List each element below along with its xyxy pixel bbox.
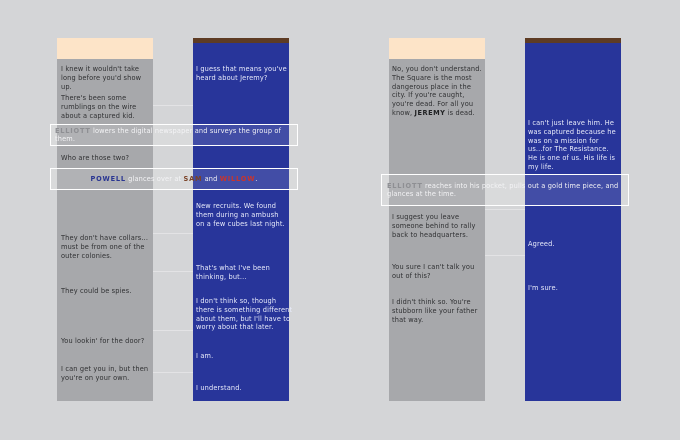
stage-direction-box xyxy=(50,168,298,190)
dialogue-line: Who are those two? xyxy=(61,154,130,162)
dialogue-line: There's been some rumblings on the wire about a captured kid. xyxy=(61,94,137,120)
dialogue-line: I understand. xyxy=(196,384,242,392)
dialogue-line: You lookin' for the door? xyxy=(61,337,145,345)
connector-line xyxy=(153,105,193,106)
dialogue-line: I'm sure. xyxy=(528,284,558,292)
dialogue-line xyxy=(392,65,484,118)
stage-direction-text: lowers the digital newspaper and surveys the group of them. xyxy=(55,126,282,143)
dialogue-line: That's what I've been thinking, but... xyxy=(196,264,270,281)
speaker-name-willow: WILLOW xyxy=(219,174,256,183)
connector-line xyxy=(153,271,193,272)
dialogue-line: Agreed. xyxy=(528,240,555,248)
speaker-column-blue-2 xyxy=(525,38,621,401)
speaker-column-gray-1 xyxy=(57,38,153,401)
dialogue-line: I guess that means you've heard about Jeremy? xyxy=(196,65,287,82)
speaker-name-elliott: ELLIOTT xyxy=(387,181,423,190)
speaker-column-blue-1 xyxy=(193,38,293,401)
connector-line xyxy=(153,233,193,234)
dialogue-line: I can't just leave him. He was captured because he was on a mission for us...for The Resistance. He is one of us. His life is my life. xyxy=(528,119,616,171)
dialogue-line: I am. xyxy=(196,352,214,360)
connector-line xyxy=(485,209,525,210)
stage-direction-text: . xyxy=(255,174,258,183)
dialogue-line: I suggest you leave someone behind to rally back to headquarters. xyxy=(392,213,476,239)
dialogue-line: New recruits. We found them during an ambush on a few cubes last night. xyxy=(196,202,285,228)
dialogue-line: I knew it wouldn't take long before you'd show up. xyxy=(61,65,142,91)
column-cap-brown xyxy=(193,38,289,43)
dialogue-line: I didn't think so. You're stubborn like your father that way. xyxy=(392,298,478,324)
character-name-jeremy: JEREMY xyxy=(414,108,446,117)
column-cap-brown xyxy=(525,38,621,43)
dialogue-text: No, you don't understand. The Square is the most dangerous place in the city. If you're caught, you're dead. For all you know, xyxy=(392,65,482,117)
speaker-name-powell: POWELL xyxy=(90,174,126,183)
stage-direction-text: glances over at xyxy=(125,174,184,183)
stage-direction-text: and xyxy=(202,174,220,183)
speaker-name-elliott: ELLIOTT xyxy=(55,126,91,135)
dialogue-line: They could be spies. xyxy=(61,287,132,295)
column-cap-cream xyxy=(57,38,153,59)
connector-line xyxy=(153,330,193,331)
dialogue-line: I can get you in, but then you're on your own. xyxy=(61,365,149,382)
connector-line xyxy=(485,255,525,256)
stage-direction-box xyxy=(50,124,298,146)
dialogue-line: They don't have collars... must be from one of the outer colonies. xyxy=(61,234,149,260)
dialogue-line: I don't think so, though there is something different about them, but I'll have to worry about that later. xyxy=(196,297,293,332)
dialogue-line: You sure I can't talk you out of this? xyxy=(392,263,475,280)
stage-direction-box xyxy=(381,174,629,206)
connector-line xyxy=(153,372,193,373)
dialogue-text: is dead. xyxy=(445,108,475,117)
column-cap-cream xyxy=(389,38,485,59)
speaker-name-sam: SAM xyxy=(183,174,203,183)
stage-direction-text: reaches into his pocket, pulls out a gold time piece, and glances at the time. xyxy=(387,181,619,198)
speaker-column-gray-2 xyxy=(389,38,485,401)
